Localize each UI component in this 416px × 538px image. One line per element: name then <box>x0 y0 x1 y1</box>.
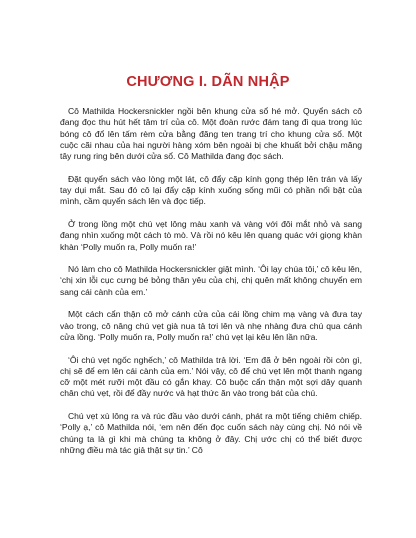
paragraph-6: ‘Ôi chú vẹt ngốc nghếch,’ cô Mathilda trả lời. ‘Em đã ở bên ngoài rồi còn gì, chị sẽ để em lên cái cành của em.’ Nói vậy, cô để chú vẹt lên một thanh ngang cỡ một mét rưỡi một đầu có gắn khay. Cô buộc cẩn thận một sợi dây quanh chân chú vẹt, rồi để đầy nước và hạt thức ăn vào trong bát của chú. <box>60 354 362 399</box>
paragraph-2: Đặt quyển sách vào lòng một lát, cô đẩy cặp kính gọng thép lên trán và lấy tay dụi mắt. Sau đó cô lại đẩy cặp kính xuống sống mũi có phần nổi bật của mình, cầm quyển sách lên và đọc tiếp. <box>60 173 362 207</box>
chapter-title: CHƯƠNG I. DÃN NHẬP <box>126 74 290 90</box>
body-text <box>60 106 362 456</box>
paragraph-3: Ở trong lồng một chú vẹt lông màu xanh và vàng với đôi mắt nhỏ và sang đang nhìn xuống một cách tò mò. Và rồi nó kêu lên quang quác với giọng khàn khàn ‘Polly muốn ra, Polly muốn ra!’ <box>60 218 362 252</box>
paragraph-5: Một cách cẩn thận cô mở cánh cửa của cái lồng chim mạ vàng và đưa tay vào trong, cô nâng chú vẹt già nua tả tơi lên và nhẹ nhàng đưa chú qua cánh cửa lồng. ‘Polly muốn ra, Polly muốn ra!’ chú vẹt lại kêu lên lần nữa. <box>60 309 362 342</box>
paragraph-4: Nó làm cho cô Mathilda Hockersnickler giật mình. ‘Ôi lạy chúa tôi,’ cô kêu lên, ‘chị xin lỗi cục cưng bé bỏng thân yêu của chị, chị quên mất không chuyển em sang cái cành của em.’ <box>60 264 362 297</box>
paragraph-7: Chú vẹt xù lông ra và rúc đầu vào dưới cánh, phát ra một tiếng chiêm chiếp. ‘Polly ạ,’ cô Mathilda nói, ‘em nên đến đọc cuốn sách này cùng chị. Nó nói về chúng ta là gì khi mà chúng ta không ở đây. Chị ước chị có thể biết được những điều mà tác giả thật sự tin.’ Cô <box>60 411 362 455</box>
paragraph-1: Cô Mathilda Hockersnickler ngồi bên khung cửa sổ hé mở. Quyển sách cô đang đọc thu hút hết tâm trí của cô. Một đoàn rước đám tang đi qua trong lúc bóng cô đổ lên tấm rèm cửa bằng đăng ten trang trí cho khung cửa sổ. Một cuộc cãi nhau của hai người hàng xóm bên ngoài bị che khuất bởi chậu măng tây rung ring bên dưới cửa sổ. Cô Mathilda đang đọc sách. <box>60 106 362 162</box>
